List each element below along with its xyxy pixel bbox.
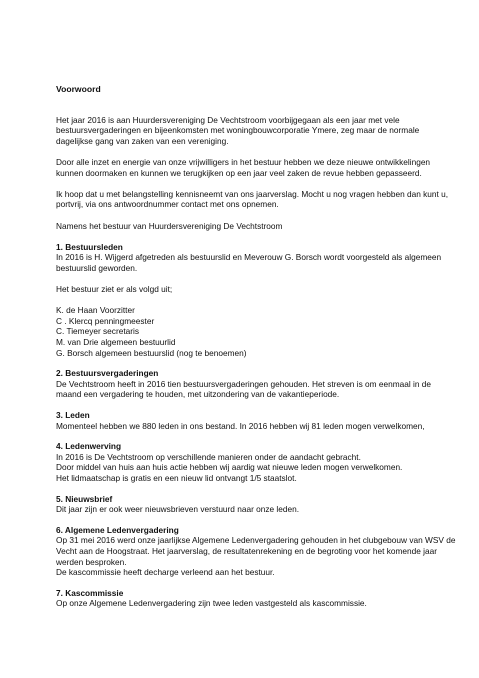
section-heading: 6. Algemene Ledenvergadering bbox=[56, 524, 179, 535]
signoff: Namens het bestuur van Huurdersvereniging De Vechtstroom bbox=[56, 220, 283, 231]
intro-paragraph-1: Het jaar 2016 is aan Huurdersvereniging De Vechtstroom voorbijgegaan als een jaar met vele bestuursvergaderingen en bijeenkomsten met woningbouwcorporatie Ymere, zeg maar de normale dagelijkse gang van zaken van een vereniging. bbox=[56, 114, 420, 146]
list-item: C . Klercq penningmeester bbox=[56, 315, 155, 326]
section-text: De Vechtstroom heeft in 2016 tien bestuursvergaderingen gehouden. Het streven is om eenmaal in de maand een vergadering te houden, met uitzondering van de vakantieperiode. bbox=[56, 378, 431, 400]
section-text: In 2016 is H. Wijgerd afgetreden als bestuurslid en Meverouw G. Borsch wordt voorgesteld als algemeen bestuurslid geworden. bbox=[56, 252, 442, 273]
list-item: K. de Haan Voorzitter bbox=[56, 305, 135, 316]
section-kascommissie bbox=[56, 588, 456, 609]
section-heading: 7. Kascommissie bbox=[56, 587, 124, 598]
section-nieuwsbrief bbox=[56, 494, 456, 515]
intro-paragraph-2: Door alle inzet en energie van onze vrijwilligers in het bestuur hebben we deze nieuwe ontwikkelingen kunnen doormaken en kunnen we terugkijken op een jaar veel zaken de revue hebben gepasseerd. bbox=[56, 156, 431, 178]
section-line: In 2016 is De Vechtstroom op verschillende manieren onder de aandacht gebracht. bbox=[56, 451, 361, 462]
section-text: Op 31 mei 2016 werd onze jaarlijkse Algemene Ledenvergadering gehouden in het clubgebouw van WSV de Vecht aan de Hoogstraat. Het jaarverslag, de resultatenrekening en de begroting voor het komende jaar werden besproken. bbox=[56, 535, 456, 567]
section-text: De kascommissie heeft decharge verleend aan het bestuur. bbox=[56, 567, 275, 578]
section-heading: 1. Bestuursleden bbox=[56, 241, 123, 252]
section-heading: 2. Bestuursvergaderingen bbox=[56, 368, 159, 379]
section-heading: 3. Leden bbox=[56, 410, 90, 421]
intro-paragraph-3: Ik hoop dat u met belangstelling kennisneemt van ons jaarverslag. Mocht u nog vragen hebben dan kunt u, portvrij, via ons antwoordnummer contact met ons opnemen. bbox=[56, 188, 449, 210]
spacer bbox=[56, 274, 456, 285]
section-text: Op onze Algemene Ledenvergadering zijn twee leden vastgesteld als kascommissie. bbox=[56, 598, 367, 609]
section-algemene-ledenvergadering bbox=[56, 525, 456, 578]
document-page bbox=[56, 84, 456, 619]
board-member-list bbox=[56, 305, 456, 358]
section-heading: 5. Nieuwsbrief bbox=[56, 493, 113, 504]
list-item: C. Tiemeyer secretaris bbox=[56, 326, 139, 337]
section-bestuursvergaderingen bbox=[56, 368, 456, 400]
board-intro: Het bestuur ziet er als volgd uit; bbox=[56, 284, 173, 295]
section-leden bbox=[56, 410, 456, 431]
spacer bbox=[56, 295, 456, 306]
document-title: Voorwoord bbox=[56, 84, 101, 94]
list-item: G. Borsch algemeen bestuurslid (nog te benoemen) bbox=[56, 347, 247, 358]
list-item: M. van Drie algemeen bestuurlid bbox=[56, 337, 176, 348]
section-bestuursleden bbox=[56, 242, 456, 359]
section-heading: 4. Ledenwerving bbox=[56, 441, 122, 452]
section-text: Momenteel hebben we 880 leden in ons bestand. In 2016 hebben wij 81 leden mogen verwelkomen, bbox=[56, 420, 425, 431]
section-line: Het lidmaatschap is gratis en een nieuw lid ontvangt 1/5 staatslot. bbox=[56, 473, 297, 483]
section-ledenwerving bbox=[56, 441, 456, 483]
section-line: Door middel van huis aan huis actie hebben wij aardig wat nieuwe leden mogen verwelkomen. bbox=[56, 462, 403, 473]
section-text: Dit jaar zijn er ook weer nieuwsbrieven verstuurd naar onze leden. bbox=[56, 504, 300, 515]
